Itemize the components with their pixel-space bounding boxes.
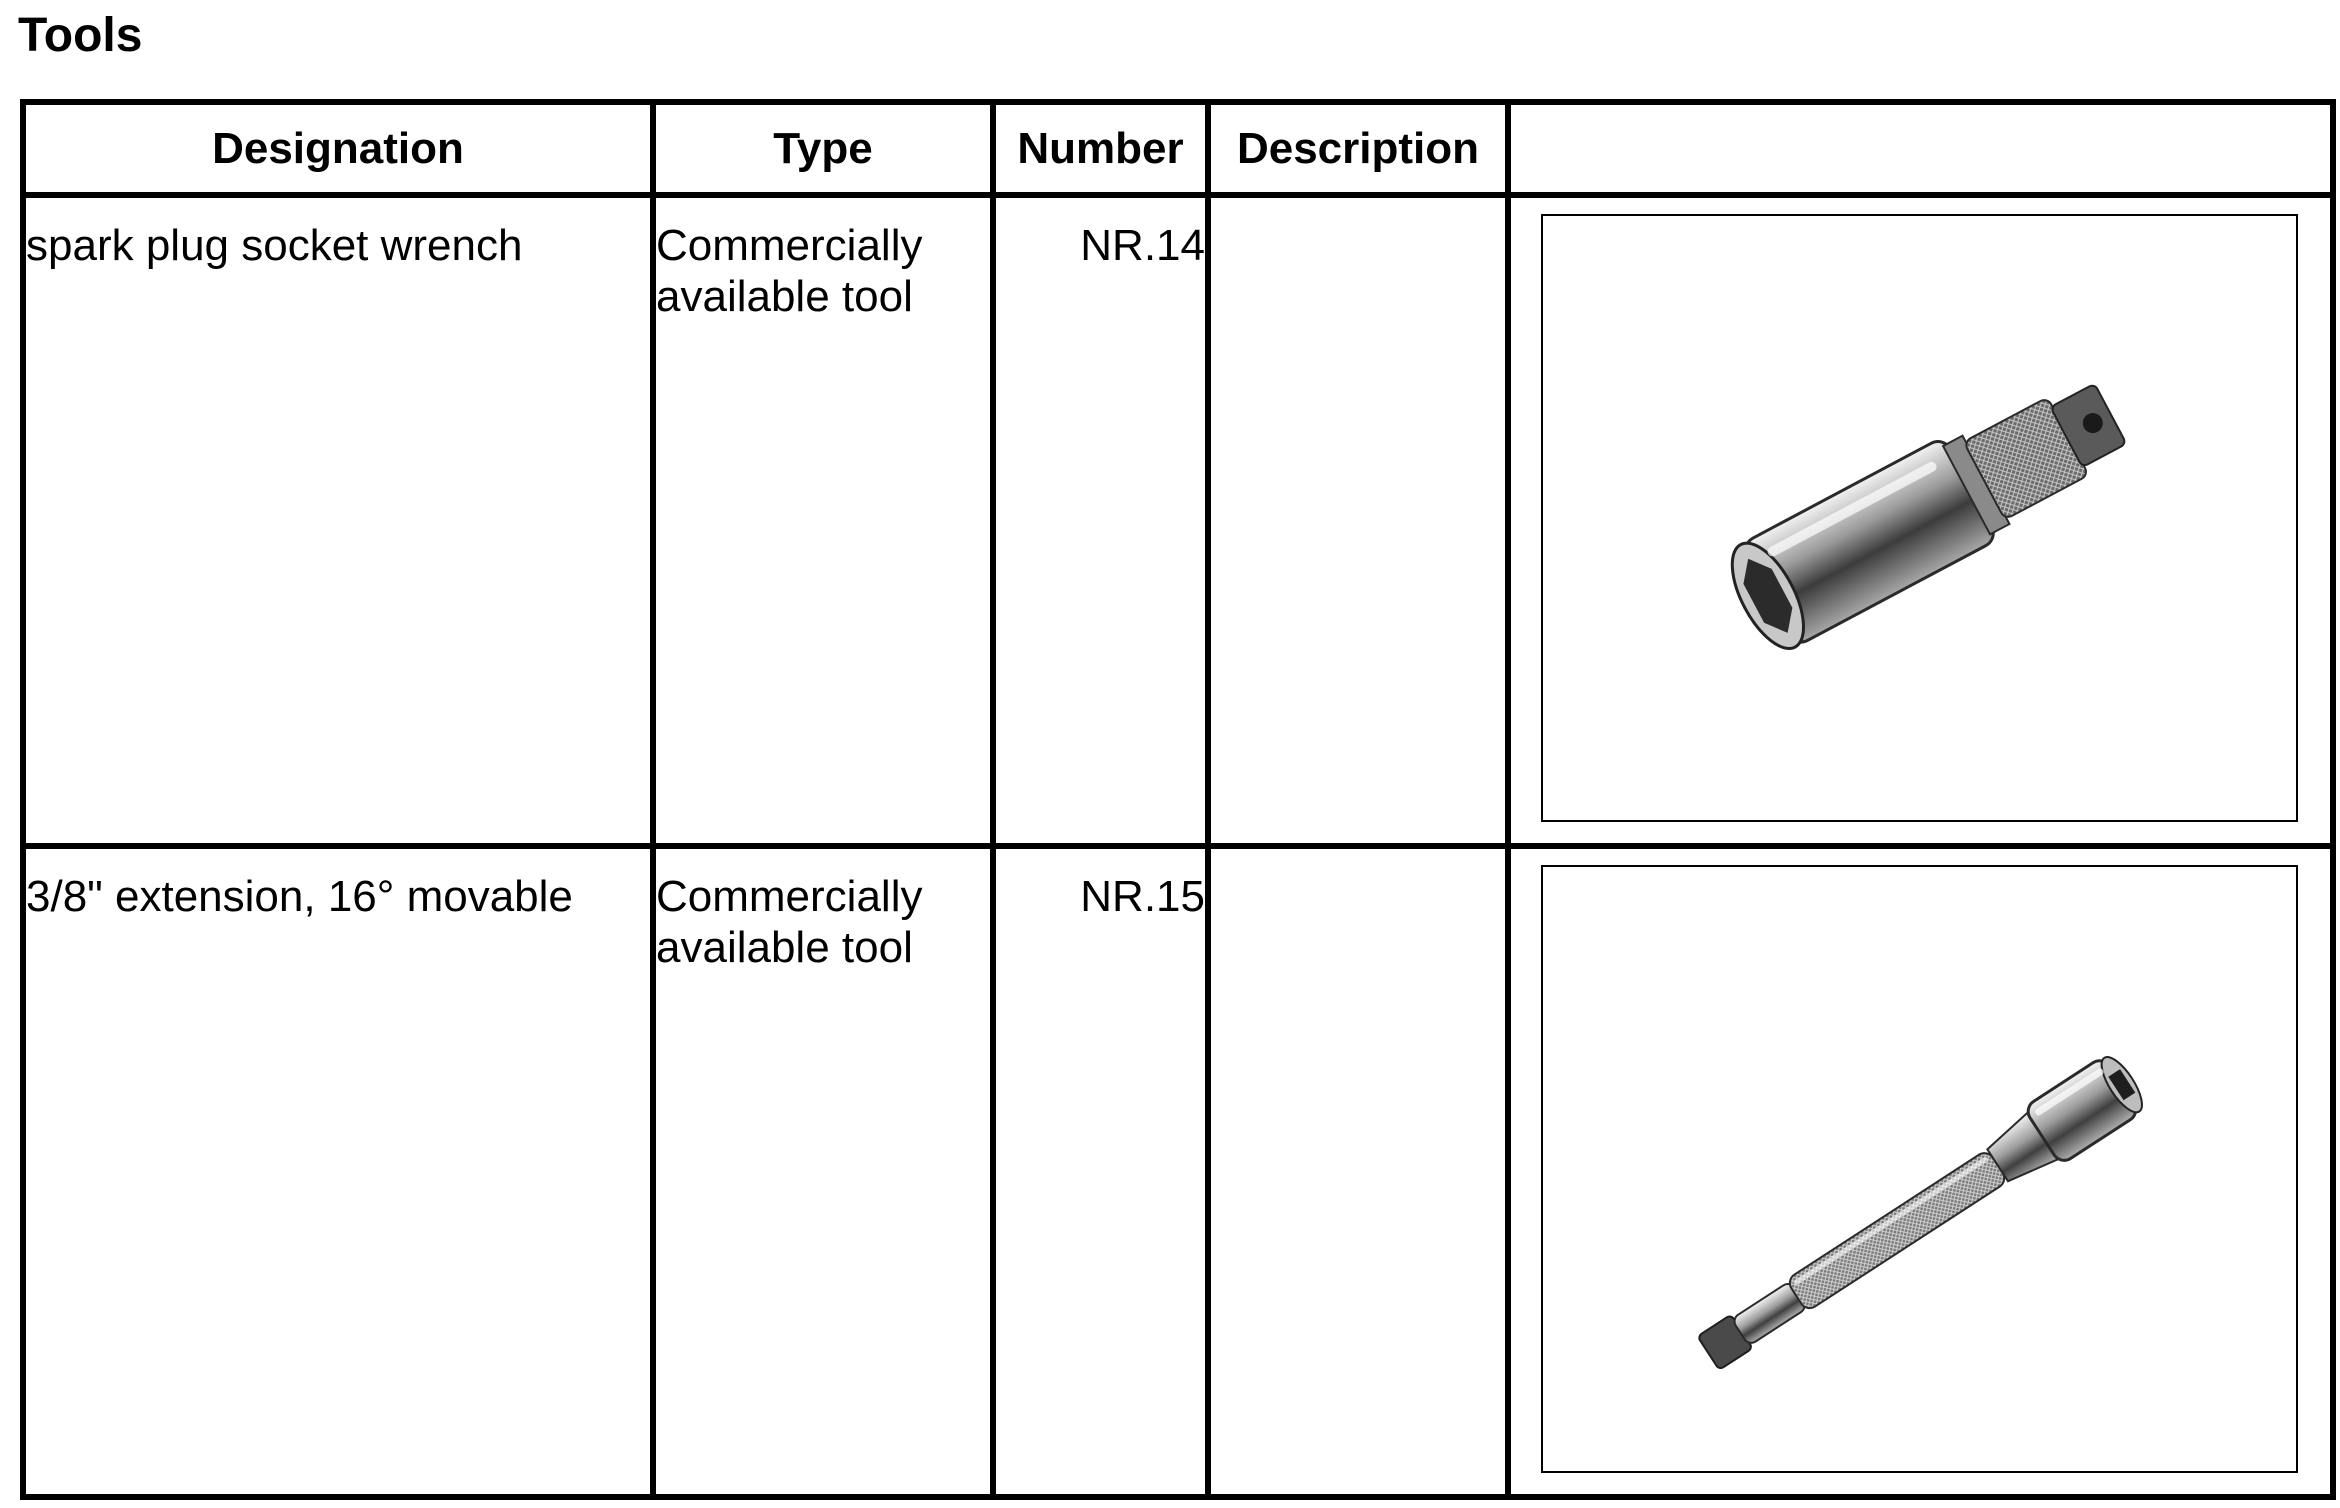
header-description: Description	[1208, 102, 1508, 195]
spark-plug-socket-icon	[1543, 216, 2296, 820]
type-line-1: Commercially	[656, 221, 923, 270]
tool-image-frame	[1541, 865, 2298, 1473]
type-line-2: available tool	[656, 272, 913, 321]
table-row	[23, 846, 2333, 1497]
type-line-1: Commercially	[656, 872, 923, 921]
tool-image-frame	[1541, 214, 2298, 822]
table-row	[23, 195, 2333, 846]
header-image	[1508, 102, 2333, 195]
cell-description	[1208, 846, 1508, 1497]
header-designation: Designation	[23, 102, 653, 195]
cell-type	[653, 195, 993, 846]
cell-designation: spark plug socket wrench	[23, 195, 653, 846]
cell-designation: 3/8" extension, 16° movable	[23, 846, 653, 1497]
extension-bar-icon	[1543, 867, 2296, 1471]
header-number: Number	[993, 102, 1208, 195]
cell-image	[1508, 846, 2333, 1497]
cell-image	[1508, 195, 2333, 846]
table-header-row	[23, 102, 2333, 195]
cell-number: NR.15	[993, 846, 1208, 1497]
cell-number: NR.14	[993, 195, 1208, 846]
tools-table	[20, 99, 2336, 1500]
cell-type	[653, 846, 993, 1497]
cell-description	[1208, 195, 1508, 846]
type-line-2: available tool	[656, 923, 913, 972]
page-title: Tools	[18, 9, 143, 62]
header-type: Type	[653, 102, 993, 195]
